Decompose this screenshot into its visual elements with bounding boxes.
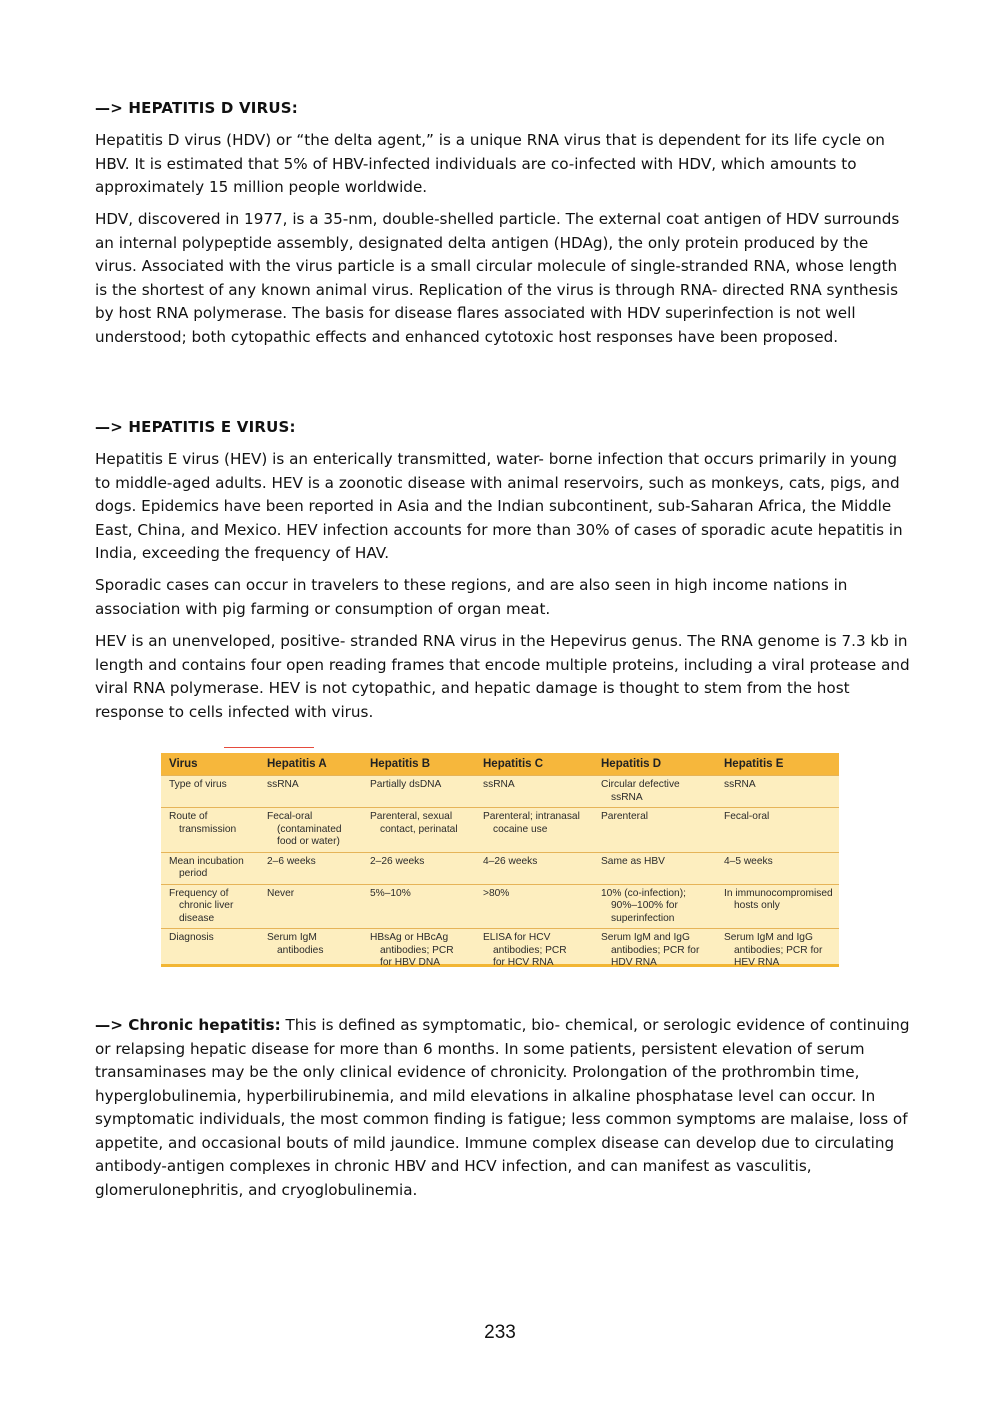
hdv-paragraph-2: HDV, discovered in 1977, is a 35-nm, double-shelled particle. The external coat antigen of HDV surrounds an internal polypeptide assembly, designated delta antigen (HDAg), the only protein produced by the virus. Associated with the virus particle is a small circular molecule of single-stranded RNA, whose length is the shortest of any known animal virus. Replication of the virus is through RNA- directed RNA synthesis by host RNA polymerase. The basis for disease flares associated with HDV superinfection is not well understood; both cytopathic effects and enhanced cytotoxic host responses have been proposed. [95, 210, 900, 346]
table-cell [362, 929, 475, 973]
cell-text-line: Partially dsDNA [370, 779, 442, 790]
table-cell [593, 929, 716, 973]
cell-text-line: for HBV DNA [380, 957, 441, 968]
table-cell [259, 776, 362, 808]
hdv-paragraph-1: Hepatitis D virus (HDV) or “the delta agent,” is a unique RNA virus that is dependent for its life cycle on HBV. It is estimated that 5% of HBV-infected individuals are co-infected with HDV, which amounts to approximately 15 million people worldwide. [95, 131, 885, 196]
row-label-cell [161, 929, 259, 973]
cell-text-line: transmission [179, 823, 237, 835]
hev-paragraph-1: Hepatitis E virus (HEV) is an enterically transmitted, water- borne infection that occurs primarily in young to middle-aged adults. HEV is a zoonotic disease with animal reservoirs, such as monkeys, cats, pigs, and dogs. Epidemics have been reported in Asia and the Indian subcontinent, sub-Saharan Africa, the Middle East, China, and Mexico. HEV infection accounts for more than 30% of cases of sporadic acute hepatitis in India, exceeding the frequency of HAV. [95, 450, 903, 562]
cell-text-line: Type of virus [169, 779, 227, 790]
cell-text-line: antibodies [277, 944, 324, 956]
cell-text-line: hosts only [734, 900, 780, 911]
cell-text-line: antibodies; PCR [493, 944, 567, 956]
cell-text-line: Frequency of [169, 887, 229, 899]
chronic-hepatitis-lead: —> Chronic hepatitis: [95, 1016, 281, 1034]
cell-text-line: ssRNA [267, 779, 299, 790]
cell-text-line: antibodies; PCR for [734, 944, 823, 956]
table-header-row [161, 753, 839, 776]
table-cell [716, 852, 839, 884]
row-label-cell [161, 776, 259, 808]
cell-text-line: 90%–100% for [611, 900, 678, 911]
cell-text-line: superinfection [611, 912, 675, 924]
cell-text-line: Same as HBV [601, 855, 665, 867]
cell-text-line: Diagnosis [169, 932, 214, 943]
hev-heading: —> HEPATITIS E VIRUS: [95, 418, 296, 436]
table-cell [475, 776, 593, 808]
cell-text-line: chronic liver [179, 900, 234, 911]
cell-text-line: ssRNA [483, 779, 515, 790]
page-number: 233 [484, 1322, 516, 1343]
cell-text-line: 2–6 weeks [267, 855, 316, 867]
cell-text-line: period [179, 868, 208, 879]
chronic-hepatitis-text: This is defined as symptomatic, bio- chemical, or serologic evidence of continuing or relapsing hepatic disease for more than 6 months. In some patients, persistent elevation of serum transaminases may be the only clinical evidence of chronicity. Prolongation of the prothrombin time, hyperglobulinemia, hyperbilirubinemia, and mild elevations in alkaline phosphatase level can occur. In symptomatic individuals, the most common finding is fatigue; less common symptoms are malaise, loss of appetite, and occasional bouts of mild jaundice. Immune complex disease can develop due to circulating antibody-antigen complexes in chronic HBV and HCV infection, and can manifest as vasculitis, glomerulonephritis, and cryoglobulinemia. [95, 1016, 910, 1199]
table-cell [716, 884, 839, 929]
table-cell [716, 776, 839, 808]
table-cell [475, 929, 593, 973]
cell-text-line: Parenteral [601, 811, 649, 822]
cell-text-line: (contaminated [277, 823, 342, 835]
cell-text-line: cocaine use [493, 823, 548, 835]
hdv-heading: —> HEPATITIS D VIRUS: [95, 99, 298, 117]
table-header-cell: Hepatitis B [362, 753, 475, 776]
hev-paragraph-2: Sporadic cases can occur in travelers to these regions, and are also seen in high income nations in association with pig farming or consumption of organ meat. [95, 576, 848, 618]
table-body [161, 776, 839, 973]
table-cell [362, 808, 475, 853]
cell-text-line: Never [267, 887, 295, 899]
cell-text-line: food or water) [277, 836, 340, 847]
table-row [161, 776, 839, 808]
cell-text-line: HBsAg or HBcAg [370, 932, 449, 943]
table-row [161, 852, 839, 884]
cell-text-line: for HCV RNA [493, 957, 554, 968]
table-cell [259, 929, 362, 973]
table-header-cell: Hepatitis E [716, 753, 839, 776]
table-cell [593, 776, 716, 808]
cell-text-line: Circular defective [601, 779, 680, 790]
cell-text-line: HEV RNA [734, 957, 780, 968]
cell-text-line: Serum IgM and IgG [724, 932, 813, 943]
table-cell [362, 852, 475, 884]
cell-text-line: >80% [483, 887, 510, 899]
cell-text-line: antibodies; PCR [380, 944, 454, 956]
cell-text-line: 2–26 weeks [370, 855, 425, 867]
chronic-hepatitis-paragraph [95, 1014, 910, 1202]
table-cell [716, 808, 839, 853]
hepatitis-comparison-table [161, 753, 839, 967]
cell-text-line: HDV RNA [611, 957, 657, 968]
cell-text-line: Mean incubation [169, 855, 244, 867]
table-cell [593, 852, 716, 884]
cell-text-line: Fecal-oral [724, 811, 770, 822]
table-row [161, 808, 839, 853]
table-cell [593, 808, 716, 853]
cell-text-line: Parenteral, sexual [370, 811, 453, 822]
cell-text-line: antibodies; PCR for [611, 944, 700, 956]
table-cell [475, 852, 593, 884]
table-cell [593, 884, 716, 929]
table-header-cell: Hepatitis D [593, 753, 716, 776]
table-cell [362, 776, 475, 808]
cell-text-line: In immunocompromised [724, 887, 833, 899]
cell-text-line: 10% (co-infection); [601, 887, 686, 899]
table-row [161, 884, 839, 929]
cell-text-line: Serum IgM and IgG [601, 932, 690, 943]
cell-text-line: ssRNA [611, 791, 643, 803]
cell-text-line: 4–5 weeks [724, 855, 773, 867]
hev-paragraph-3: HEV is an unenveloped, positive- stranded RNA virus in the Hepevirus genus. The RNA genome is 7.3 kb in length and contains four open reading frames that encode multiple proteins, including a viral protease and viral RNA polymerase. HEV is not cytopathic, and hepatic damage is thought to stem from the host response to cells infected with virus. [95, 632, 910, 721]
cell-text-line: 5%–10% [370, 887, 411, 899]
row-label-cell [161, 884, 259, 929]
cell-text-line: ELISA for HCV [483, 932, 551, 943]
cell-text-line: Route of [169, 811, 208, 822]
table-cell [716, 929, 839, 973]
table-cell [475, 884, 593, 929]
row-label-cell [161, 852, 259, 884]
table-header-cell: Hepatitis A [259, 753, 362, 776]
table-cell [259, 884, 362, 929]
table-cell [259, 808, 362, 853]
table-cell [475, 808, 593, 853]
cell-text-line: disease [179, 912, 215, 924]
cell-text-line: Serum IgM [267, 932, 317, 943]
cell-text-line: Fecal-oral [267, 811, 313, 822]
table-cell [259, 852, 362, 884]
row-label-cell [161, 808, 259, 853]
table-cell [362, 884, 475, 929]
cell-text-line: ssRNA [724, 779, 756, 790]
table-row [161, 929, 839, 973]
cell-text-line: Parenteral; intranasal [483, 811, 580, 822]
table-header-cell: Hepatitis C [475, 753, 593, 776]
cell-text-line: contact, perinatal [380, 823, 458, 835]
red-underline-mark [224, 747, 314, 748]
table-header-cell: Virus [161, 753, 259, 776]
cell-text-line: 4–26 weeks [483, 855, 538, 867]
